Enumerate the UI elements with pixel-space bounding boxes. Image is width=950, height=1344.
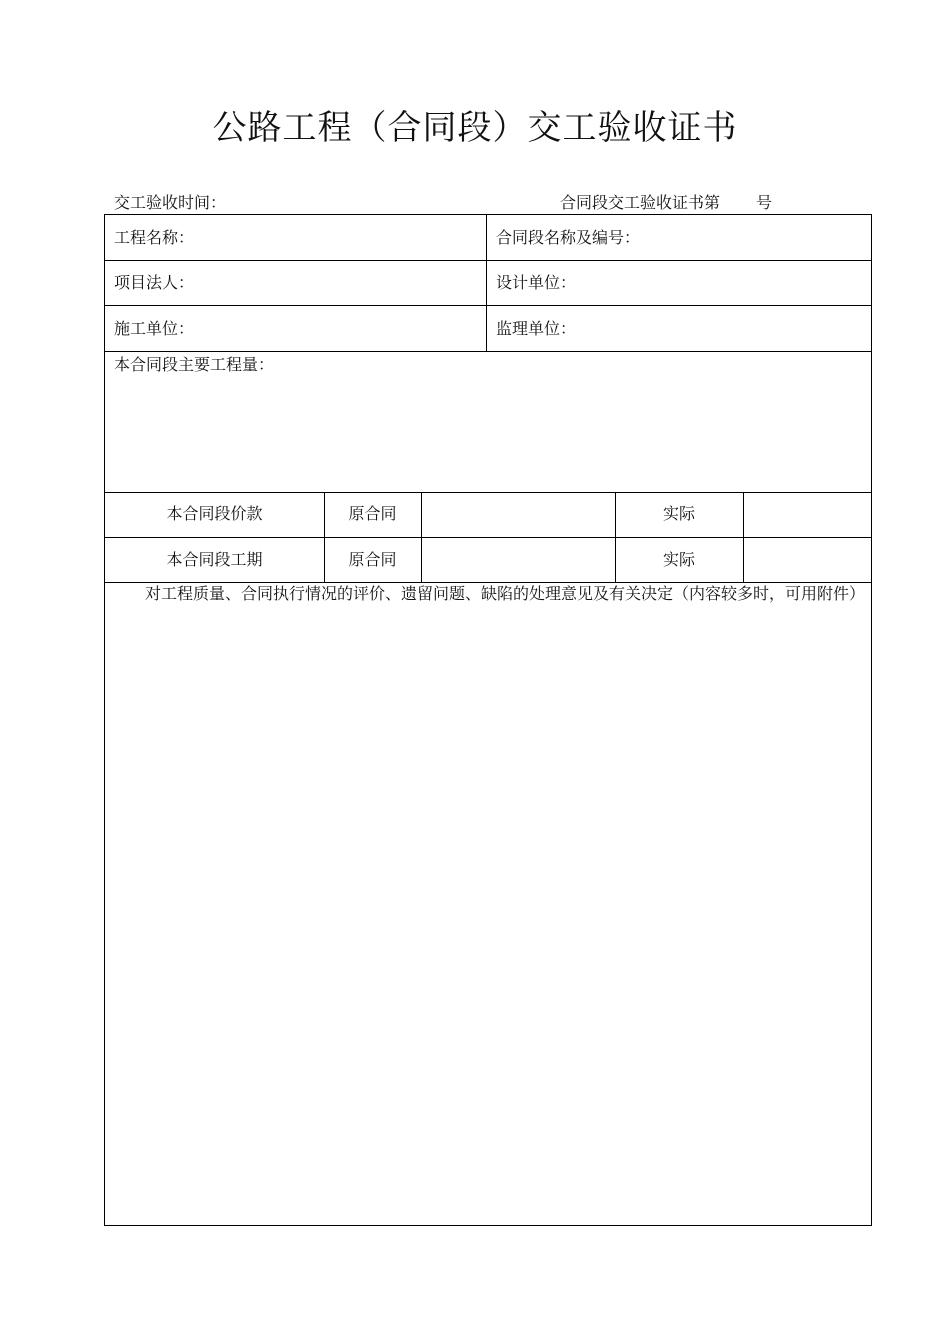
- column-divider: [743, 492, 744, 582]
- section-name-number-label: 合同段名称及编号：: [496, 228, 641, 247]
- contract-price-label: 本合同段价款: [166, 504, 263, 523]
- price-original-label: 原合同: [348, 504, 397, 523]
- period-original-label: 原合同: [348, 550, 397, 569]
- acceptance-time-label: 交工验收时间：: [114, 193, 227, 212]
- row-divider: [105, 305, 871, 306]
- certificate-number-label: [560, 190, 772, 213]
- main-quantities-label: 本合同段主要工程量：: [114, 355, 275, 374]
- period-actual-label: 实际: [662, 550, 695, 569]
- column-divider: [486, 215, 487, 351]
- legal-person-label: 项目法人：: [114, 273, 195, 292]
- certificate-number-prefix: 合同段交工验收证书第: [560, 193, 721, 212]
- design-unit-label: 设计单位：: [496, 273, 577, 292]
- evaluation-text: 对工程质量、合同执行情况的评价、遗留问题、缺陷的处理意见及有关决定（内容较多时，可用附件）: [145, 584, 866, 603]
- price-actual-label: 实际: [662, 504, 695, 523]
- row-divider: [105, 351, 871, 352]
- contract-period-label: 本合同段工期: [166, 550, 263, 569]
- certificate-number-suffix: 号: [756, 193, 773, 212]
- row-divider: [105, 537, 871, 538]
- column-divider: [421, 492, 422, 582]
- project-name-label: 工程名称：: [114, 228, 195, 247]
- page-title: 公路工程（合同段）交工验收证书: [212, 108, 738, 148]
- certificate-form: [104, 214, 872, 1226]
- row-divider: [105, 492, 871, 493]
- supervision-unit-label: 监理单位：: [496, 319, 577, 338]
- construction-unit-label: 施工单位：: [114, 319, 195, 338]
- row-divider: [105, 260, 871, 261]
